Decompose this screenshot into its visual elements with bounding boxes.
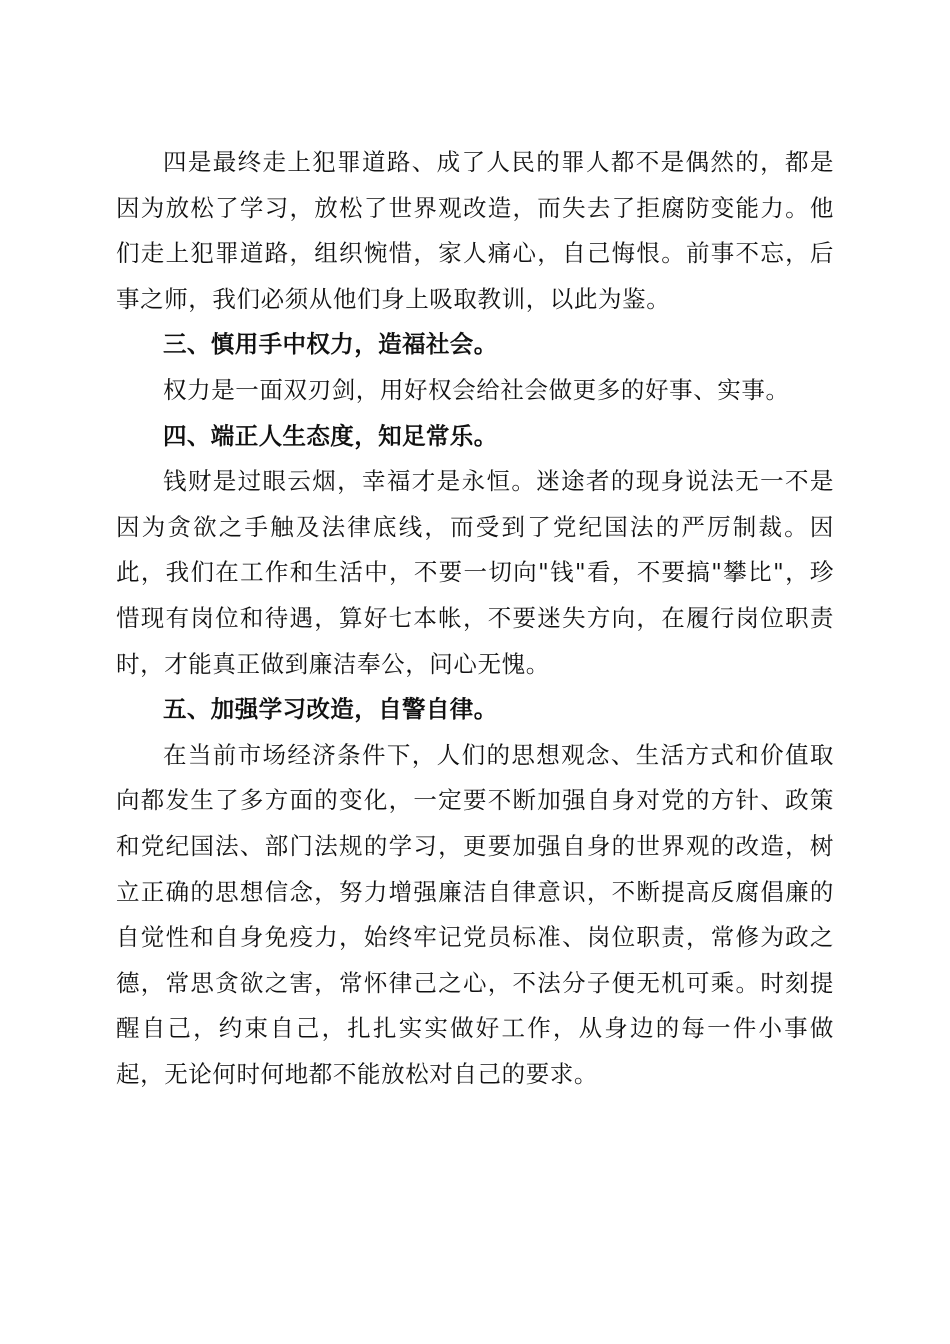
section-5-heading: 五、加强学习改造，自警自律。 xyxy=(163,695,498,724)
section-4-body: 钱财是过眼云烟，幸福才是永恒。迷途者的现身说法无一不是因为贪欲之手触及法律底线，而受到了党纪国法的严厉制裁。因此，我们在工作和生活中，不要一切向"钱"看，不要搞"攀比"，珍惜现有岗位和待遇，算好七本帐，不要迷失方向，在履行岗位职责时，才能真正做到廉洁奉公，问心无愧。 xyxy=(116,467,834,678)
section-3-body: 权力是一面双刃剑，用好权会给社会做更多的好事、实事。 xyxy=(163,375,790,404)
document-page xyxy=(116,140,834,1097)
section-3-heading: 三、慎用手中权力，造福社会。 xyxy=(163,330,498,359)
paragraph-lessons: 四是最终走上犯罪道路、成了人民的罪人都不是偶然的，都是因为放松了学习，放松了世界观改造，而失去了拒腐防变能力。他们走上犯罪道路，组织惋惜，家人痛心，自己悔恨。前事不忘，后事之师，我们必须从他们身上吸取教训，以此为鉴。 xyxy=(116,148,834,313)
section-4-heading: 四、端正人生态度，知足常乐。 xyxy=(163,421,498,450)
section-5-body: 在当前市场经济条件下，人们的思想观念、生活方式和价值取向都发生了多方面的变化，一定要不断加强自身对党的方针、政策和党纪国法、部门法规的学习，更要加强自身的世界观的改造，树立正确的思想信念，努力增强廉洁自律意识，不断提高反腐倡廉的自觉性和自身免疫力，始终牢记党员标准、岗位职责，常修为政之德，常思贪欲之害，常怀律己之心，不法分子便无机可乘。时刻提醒自己，约束自己，扎扎实实做好工作，从身边的每一件小事做起，无论何时何地都不能放松对自己的要求。 xyxy=(116,740,834,1088)
